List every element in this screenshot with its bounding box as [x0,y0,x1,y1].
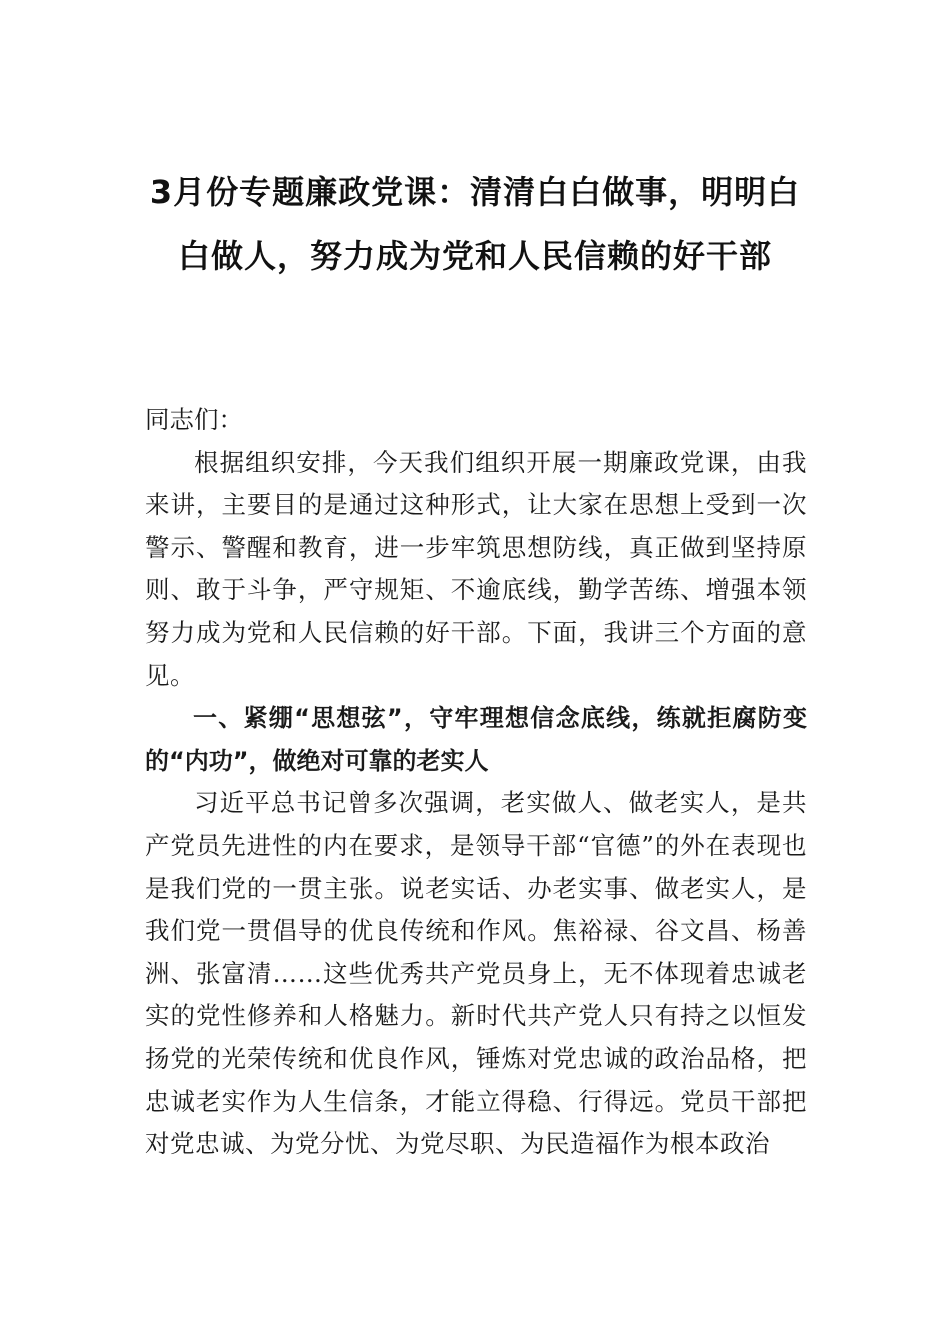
document-body [145,399,807,1166]
salutation: 同志们： [145,405,243,434]
intro-paragraph: 根据组织安排，今天我们组织开展一期廉政党课，由我来讲，主要目的是通过这种形式，让大家在思想上受到一次警示、警醒和教育，进一步牢筑思想防线，真正做到坚持原则、敢于斗争，严守规矩、不逾底线，勤学苦练、增强本领努力成为党和人民信赖的好干部。下面，我讲三个方面的意见。 [145,447,807,690]
section-heading: 一、紧绷“思想弦”，守牢理想信念底线，练就拒腐防变的“内功”，做绝对可靠的老实人 [145,704,807,775]
document-title: 3月份专题廉政党课：清清白白做事，明明白白做人，努力成为党和人民信赖的好干部 [149,173,801,275]
section-paragraph: 习近平总书记曾多次强调，老实做人、做老实人，是共产党员先进性的内在要求，是领导干部“官德”的外在表现也是我们党的一贯主张。说老实话、办老实事、做老实人，是我们党一贯倡导的优良传统和作风。焦裕禄、谷文昌、杨善洲、张富清……这些优秀共产党员身上，无不体现着忠诚老实的党性修养和人格魅力。新时代共产党人只有持之以恒发扬党的光荣传统和优良作风，锤炼对党忠诚的政治品格，把忠诚老实作为人生信条，才能立得稳、行得远。党员干部把对党忠诚、为党分忧、为党尽职、为民造福作为根本政治 [145,788,807,1159]
